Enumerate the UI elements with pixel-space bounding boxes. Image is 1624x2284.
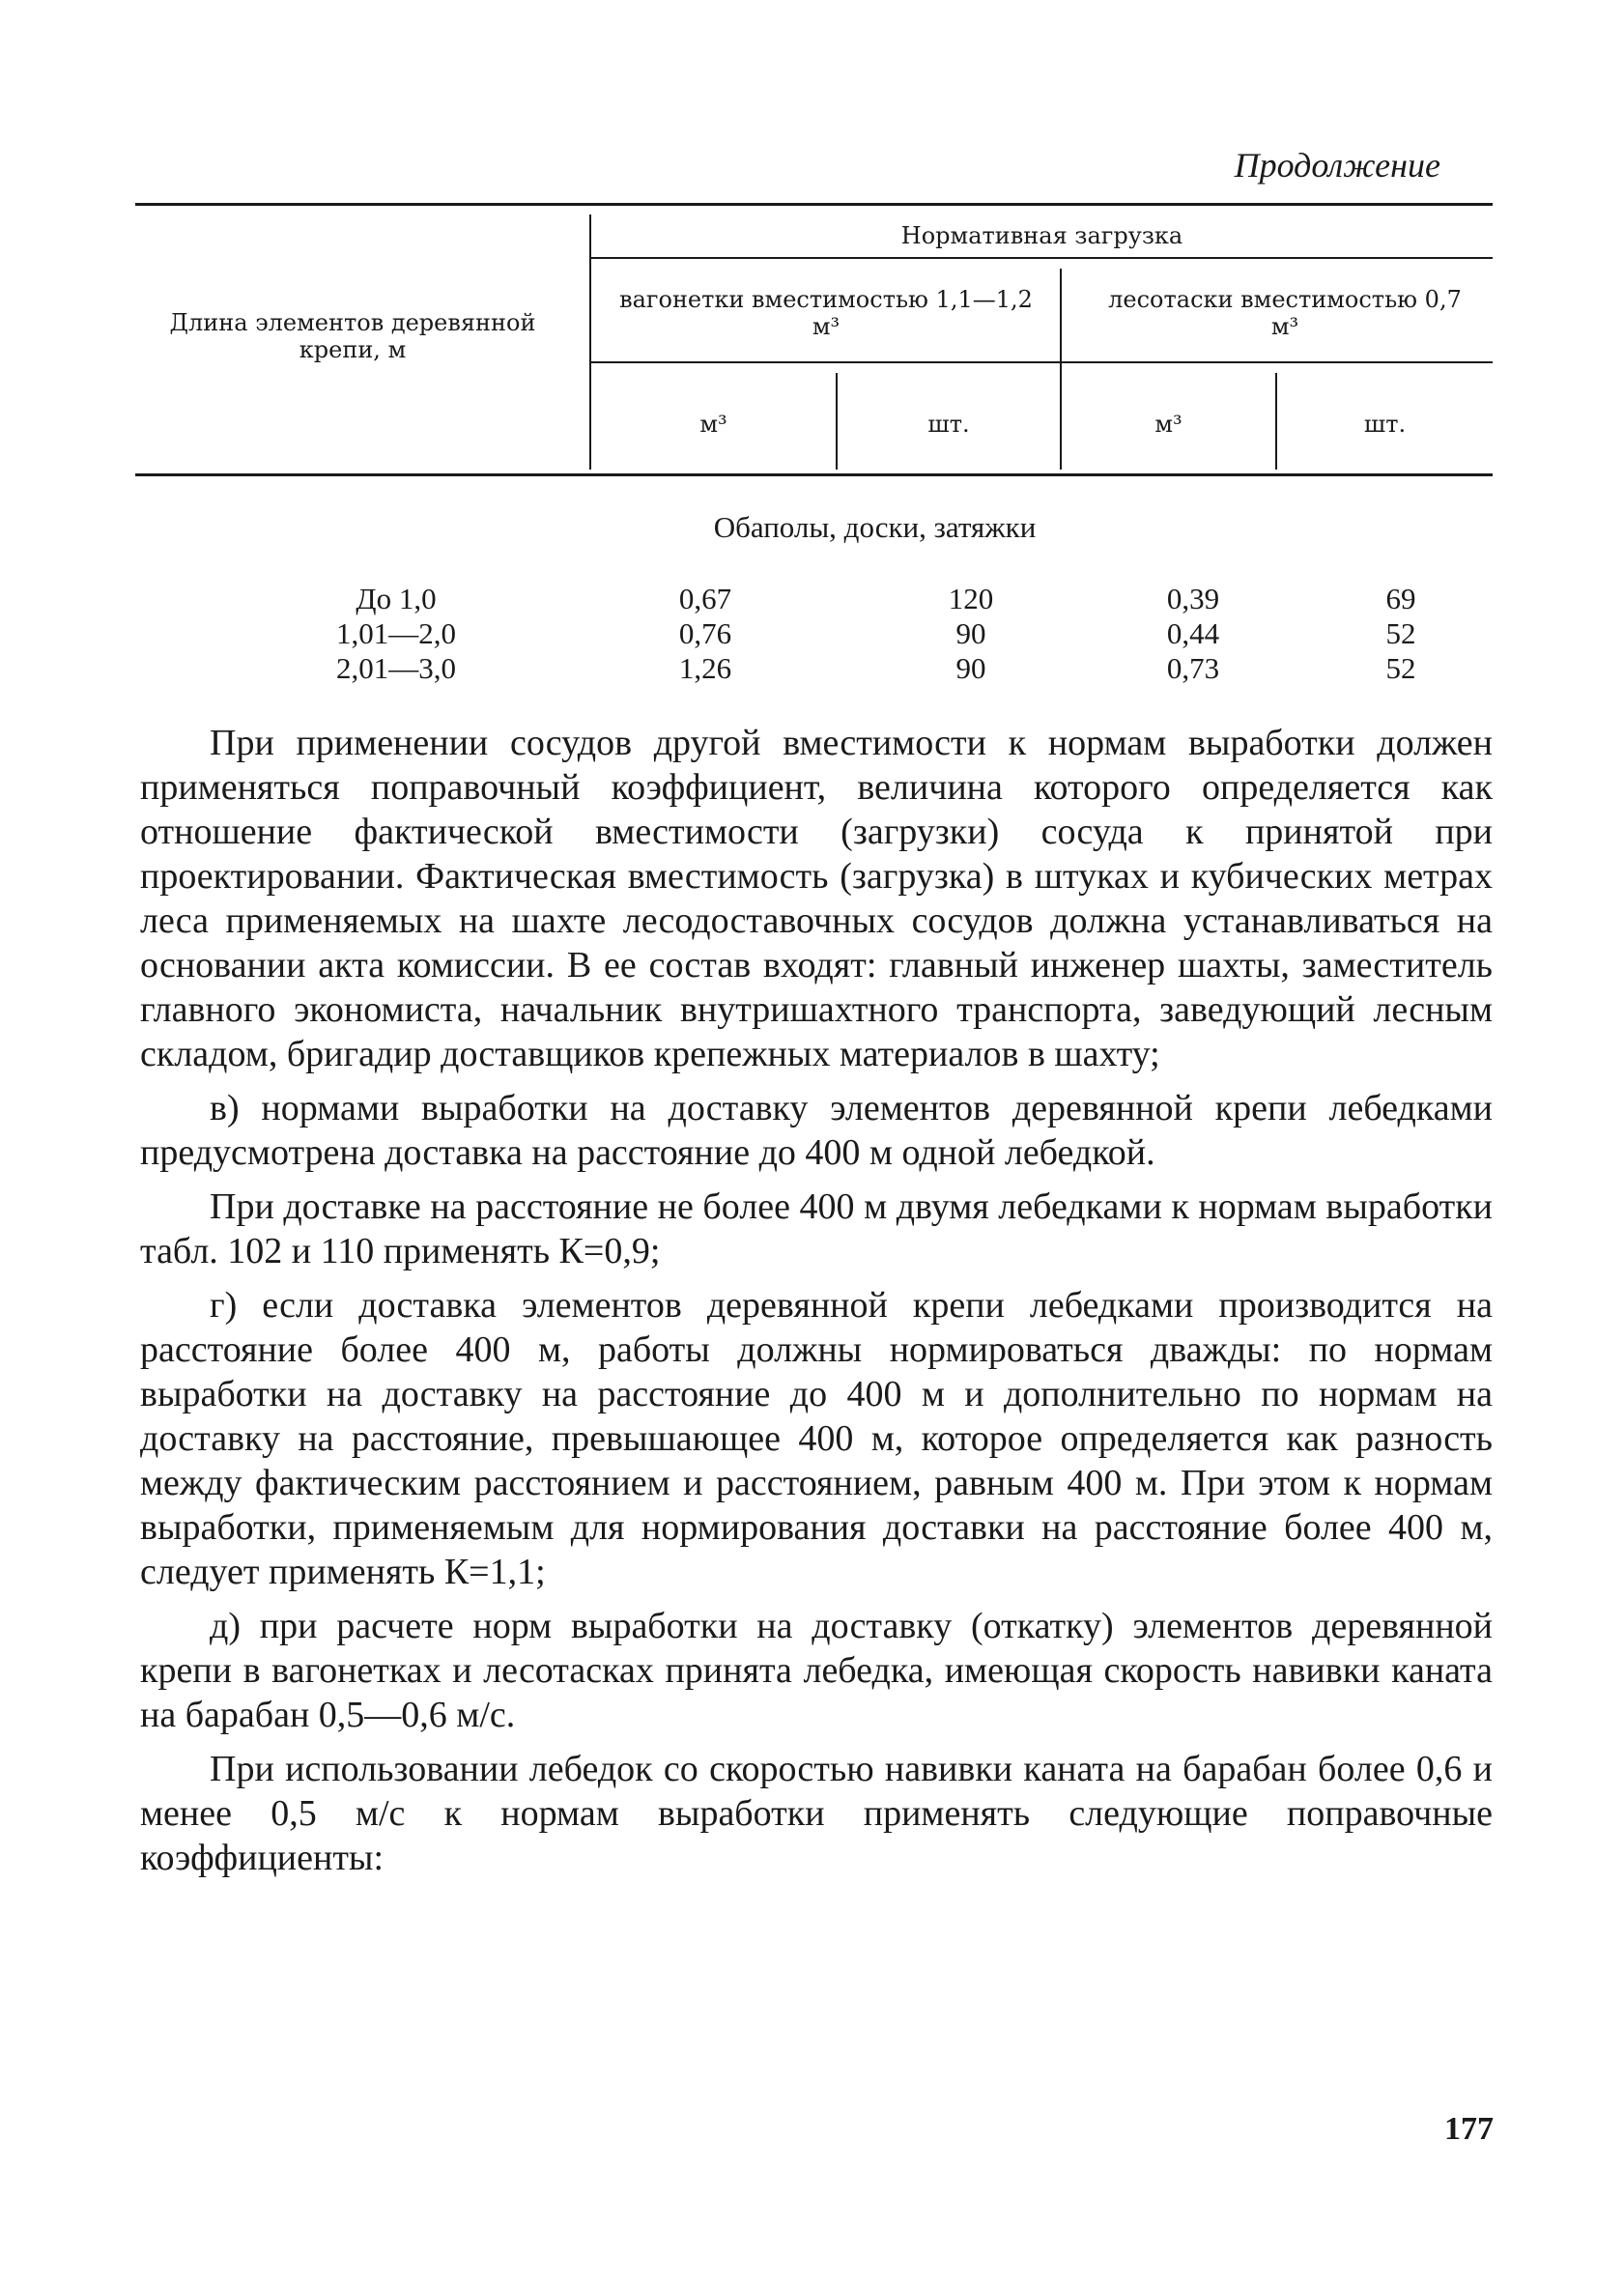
table-row [0,651,1624,686]
group-rule [589,257,1493,259]
row-carrier-pcs: 69 [1385,582,1416,615]
row-trolley-pcs: 90 [955,616,986,650]
paragraph: д) при расчете норм выработки на доставку (откатку) элементов деревянной крепи в вагонетках и лесотасках принята лебедка, имеющая скорость навивки каната на барабан 0,5—0,6 м/с. [140,1606,1493,1735]
paragraph: г) если доставка элементов деревянной крепи лебедками производится на расстояние более 400 м, работы должны нормироваться дважды: по нормам выработки на доставку на расстояние до 400 м и дополнительно по нормам на доставку на расстояние, превышающее 400 м, которое определяется как разность между фактическим расстоянием и расстоянием, равным 400 м. При этом к нормам выработки, применяемым для нормирования доставки на расстояние более 400 м, следует применять К=1,1; [140,1285,1493,1592]
row-trolley-m3: 0,76 [678,616,732,650]
section-title: Обаполы, доски, затяжки [713,510,1037,544]
length-column-header: Длина элементов деревянной крепи, м [169,309,536,363]
unit-m3-carrier: м³ [1154,411,1182,438]
table-row [0,582,1624,616]
row-length: До 1,0 [356,582,437,615]
row-carrier-m3: 0,73 [1166,651,1220,685]
paragraph: При доставке на расстояние не более 400 м двумя лебедками к нормам выработки табл. 102 и 110 применять К=0,9; [140,1186,1493,1271]
row-length: 1,01—2,0 [336,616,456,650]
table-header-bottom-rule [135,473,1493,476]
subgroup-rule [589,361,1493,363]
table-top-rule [135,203,1493,206]
unit-m3-trolley: м³ [699,411,727,438]
timber-carrier-header: лесотаски вместимостью 0,7 м³ [1108,286,1462,340]
row-carrier-pcs: 52 [1385,651,1416,685]
row-trolley-m3: 0,67 [678,582,732,615]
paragraph: При применении сосудов другой вместимости к нормам выработки должен применяться поправочный коэффициент, величина которого определяется как отношение фактической вместимости (загрузки) сосуда к принятой при проектировании. Фактическая вместимость (загрузка) в штуках и кубических метрах леса применяемых на шахте лесодоставочных сосудов должна устанавливаться на основании акта комиссии. В ее состав входят: главный инженер шахты, заместитель главного экономиста, начальник внутришахтного транспорта, заведующий лесным складом, бригадир доставщиков крепежных материалов в шахту; [140,723,1493,1074]
paragraph: При использовании лебедок со скоростью навивки каната на барабан более 0,6 и менее 0,5 м/с к нормам выработки применять следующие поправочные коэффициенты: [140,1749,1493,1878]
row-carrier-m3: 0,39 [1166,582,1220,615]
col-divider-group [1060,269,1062,470]
continuation-label: Продолжение [1234,146,1440,185]
row-carrier-pcs: 52 [1385,616,1416,650]
page-number: 177 [1444,2111,1494,2147]
row-trolley-pcs: 120 [948,582,994,615]
row-trolley-pcs: 90 [955,651,986,685]
paragraph: в) нормами выработки на доставку элементов деревянной крепи лебедками предусмотрена доставка на расстояние до 400 м одной лебедкой. [140,1088,1493,1173]
row-carrier-m3: 0,44 [1166,616,1220,650]
row-length: 2,01—3,0 [336,651,456,685]
table-row [0,616,1624,651]
row-trolley-m3: 1,26 [678,651,732,685]
unit-pcs-carrier: шт. [1363,411,1407,438]
unit-pcs-trolley: шт. [927,411,970,438]
body-text [140,721,1493,1890]
normative-load-header: Нормативная загрузка [900,222,1183,249]
norms-table-header [135,203,1493,475]
trolley-header: вагонетки вместимостью 1,1—1,2 м³ [619,286,1033,340]
